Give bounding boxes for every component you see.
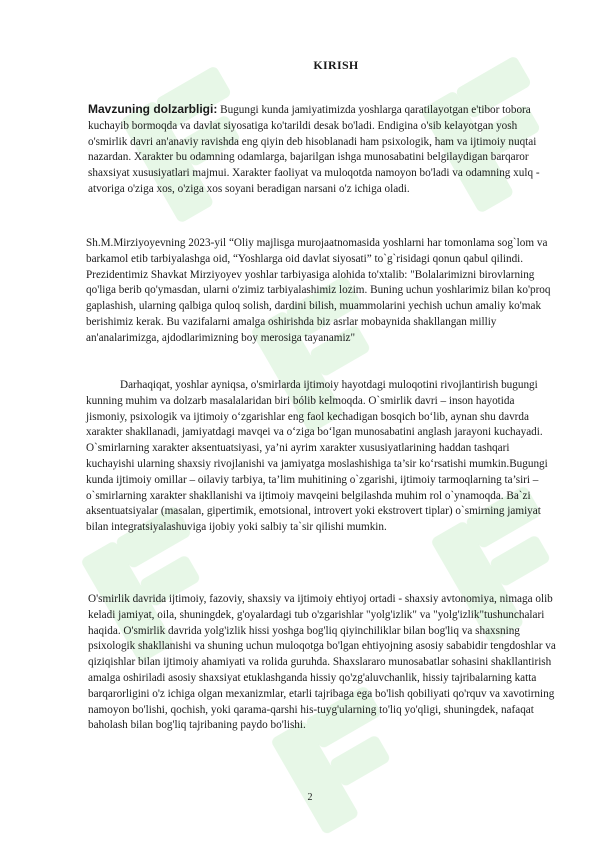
paragraph-relevance bbox=[88, 102, 556, 198]
paragraph-president-address: Sh.M.Mirziyoyevning 2023-yil “Oliy majlisga murojaatnomasida yoshlarni har tomonlama sog`lom va barkamol etib tarbiyalashga oid, “Yoshlarga oid davlat siyosati” to`g`risidagi qonun qabul qilindi. Prezidentimiz Shavkat Mirziyoyev yoshlar tarbiyasiga alohida to'xtalib: "Bolalarimizni birovlarning qo'liga berib qo'ymasdan, ularni o'zimiz tarbiyalashimiz lozim. Buning uchun yoshlarimiz bilan ko'proq gaplashish, ularning qalbiga quloq solish, dardini bilish, muammolarini yechish uchun amaliy ko'mak berishimiz kerak. Bu vazifalarni amalga oshirishda biz asrlar mobaynida shakllangan milliy an'analarimizga, ajdodlarimizning boy merosiga tayanamiz" bbox=[86, 237, 551, 344]
relevance-lead: Mavzuning dolzarbligi: bbox=[88, 102, 218, 116]
paragraph-loneliness: O'smirlik davrida ijtimoiy, fazoviy, shaxsiy va ijtimoiy ehtiyoj ortadi - shaxsiy avtonomiya, nimaga olib keladi jamiyat, oila, shuningdek, g'oyalardagi tub o'zgarishlar "yolg'izlik" va "yolg'izlik"tushunchalari haqida. O'smirlik davrida yolg'izlik hissi yoshga bog'liq qiyinchiliklar bilan bog'liq va shaxsning psixologik shakllanishi va shuning uchun muloqotga bo'lgan ehtiyojning asosiy sababidir tengdoshlar va qiziqishlar bilan ijtimoiy ahamiyati va rolida guruhda. Shaxslararo munosabatlar sohasini shakllantirish amalga oshiriladi asosiy shaxsiyat etuklashganda hissiy qo'zg'aluvchanlik, hissiy tajribalarning katta barqarorligini o'z ichiga olgan mexanizmlar, etarli tajribaga ega bo'lish qobiliyati qo'rquv va xavotirning namoyon bo'lishi, qochish, yoki qarama-qarshi his-tuyg'ularning to'liq yo'qligi, shuningdek, nafaqat baholash bilan bog'liq tajribaning paydo bo'lishi. bbox=[88, 593, 556, 732]
paragraph-adolescence: Darhaqiqat, yoshlar ayniqsa, o'smirlarda ijtimoiy hayotdagi muloqotini rivojlantirish bugungi kunning muhim va dolzarb masalalaridan biri bólib kelmoqda. O`smirlik davri – inson hayotida jismoniy, psixologik va ijtimoiy o‘zgarishlar eng faol kechadigan bosqich bo‘lib, aynan shu davrda xarakter shakllanadi, jamiyatdagi mavqei va o‘ziga bo‘lgan munosabatini anglash jarayoni kuchayadi. O`smirlarning xarakter aksentuatsiyasi, ya’ni ayrim xarakter xususiyatlarining haddan tashqari kuchayishi ularning shaxsiy rivojlanishi va jamiyatga moslashishiga ta’sir ko‘rsatishi mumkin.Bugungi kunda ijtimoiy omillar – oilaviy tarbiya, ta’lim muhitining o`zgarishi, ijtimoiy tarmoqlarning ta’siri – o`smirlarning xarakter shakllanishi va ijtimoiy mavqeini belgilashda muhim rol o`ynamoqda. Ba`zi aksentuatsiyalar (masalan, gipertimik, emotsional, introvert yoki ekstrovert tiplar) o`smirning jamiyat bilan integratsiyalashuviga ijobiy yoki salbiy ta`sir qilishi mumkin. bbox=[86, 379, 548, 534]
page-number: 2 bbox=[307, 792, 313, 803]
page-title: KIRISH bbox=[313, 58, 359, 72]
relevance-text: Bugungi kunda jamiyatimizda yoshlarga qaratilayotgan e'tibor tobora kuchayib bormoqda va davlat siyosatiga ko'tarildi desak bo'ladi. Endigina o'sib kelayotgan yosh o'smirlik davri an'anaviy ravishda eng qiyin deb hisoblanadi ham psixologik, ham va ijtimoiy nuqtai nazardan. Xarakter bu odamning odamlarga, bajarilgan ishga munosabatini belgilaydigan barqaror shaxsiyat xususiyatlari majmui. Xarakter faoliyat va muloqotda namoyon bo'ladi va odamning xulq -atvoriga o'ziga xos, o'ziga xos soyani beradigan narsani o'z ichiga oladi. bbox=[88, 104, 540, 195]
